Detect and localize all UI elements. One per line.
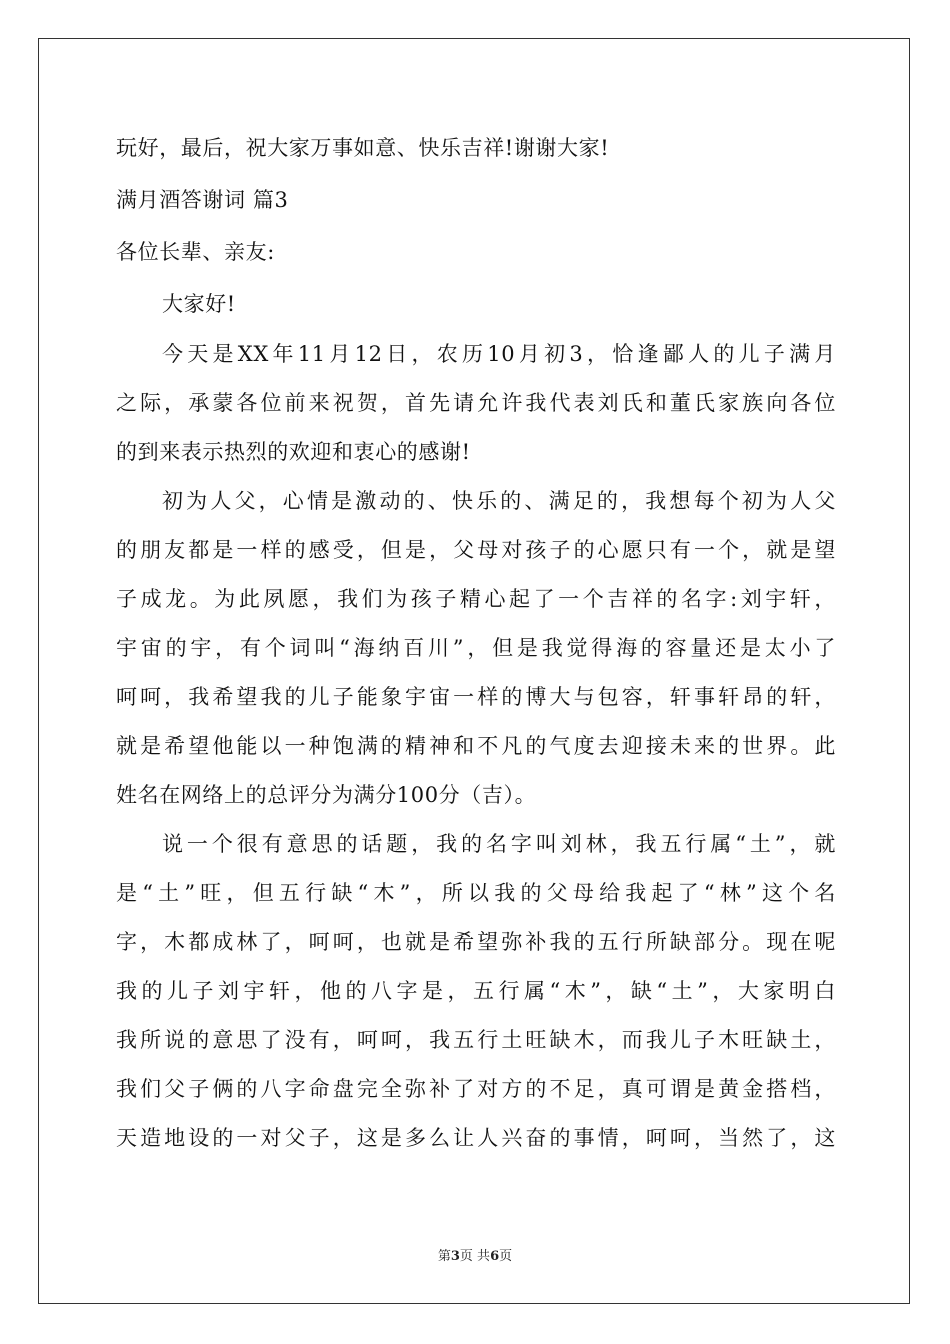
text-line: 我所说的意思了没有，呵呵，我五行土旺缺木，而我儿子木旺缺土， xyxy=(116,1028,836,1052)
section-heading: 满月酒答谢词 篇3 xyxy=(116,188,289,212)
salutation: 各位长辈、亲友: xyxy=(116,240,275,264)
footer-page-prefix: 第 xyxy=(437,1249,451,1264)
text-line: 我的儿子刘宇轩，他的八字是，五行属“木”，缺“土”，大家明白 xyxy=(116,979,836,1003)
page-border xyxy=(38,38,910,1304)
footer-page-number: 3 xyxy=(450,1249,460,1264)
text-line: 的到来表示热烈的欢迎和衷心的感谢! xyxy=(116,440,471,464)
text-line: 是“土”旺，但五行缺“木”，所以我的父母给我起了“林”这个名 xyxy=(116,881,836,905)
text-line: 天造地设的一对父子，这是多么让人兴奋的事情，呵呵，当然了，这 xyxy=(116,1126,836,1150)
text-line: 今天是XX年11月12日，农历10月初3，恰逢鄙人的儿子满月 xyxy=(162,342,836,366)
text-line: 呵呵，我希望我的儿子能象宇宙一样的博大与包容，轩事轩昂的轩， xyxy=(116,685,836,709)
text-line: 说一个很有意思的话题，我的名字叫刘林，我五行属“土”，就 xyxy=(162,832,836,856)
text-line: 姓名在网络上的总评分为满分100分（吉）。 xyxy=(116,783,537,807)
text-line: 子成龙。为此夙愿，我们为孩子精心起了一个吉祥的名字:刘宇轩， xyxy=(116,587,836,611)
text-line: 我们父子俩的八字命盘完全弥补了对方的不足，真可谓是黄金搭档， xyxy=(116,1077,836,1101)
footer-total-pages: 6 xyxy=(490,1249,500,1264)
footer-page-suffix: 页 xyxy=(499,1249,513,1264)
text-line: 初为人父，心情是激动的、快乐的、满足的，我想每个初为人父 xyxy=(162,489,836,513)
page-footer xyxy=(0,1248,950,1266)
text-line: 之际，承蒙各位前来祝贺，首先请允许我代表刘氏和董氏家族向各位 xyxy=(116,391,836,415)
text-line: 就是希望他能以一种饱满的精神和不凡的气度去迎接未来的世界。此 xyxy=(116,734,836,758)
text-line: 的朋友都是一样的感受，但是，父母对孩子的心愿只有一个，就是望 xyxy=(116,538,836,562)
text-line: 玩好，最后，祝大家万事如意、快乐吉祥!谢谢大家! xyxy=(116,136,610,160)
text-line: 宇宙的宇，有个词叫“海纳百川”，但是我觉得海的容量还是太小了 xyxy=(116,636,836,660)
greeting: 大家好! xyxy=(162,292,236,316)
text-line: 字，木都成林了，呵呵，也就是希望弥补我的五行所缺部分。现在呢 xyxy=(116,930,836,954)
footer-page-mid: 页 共 xyxy=(459,1249,491,1264)
